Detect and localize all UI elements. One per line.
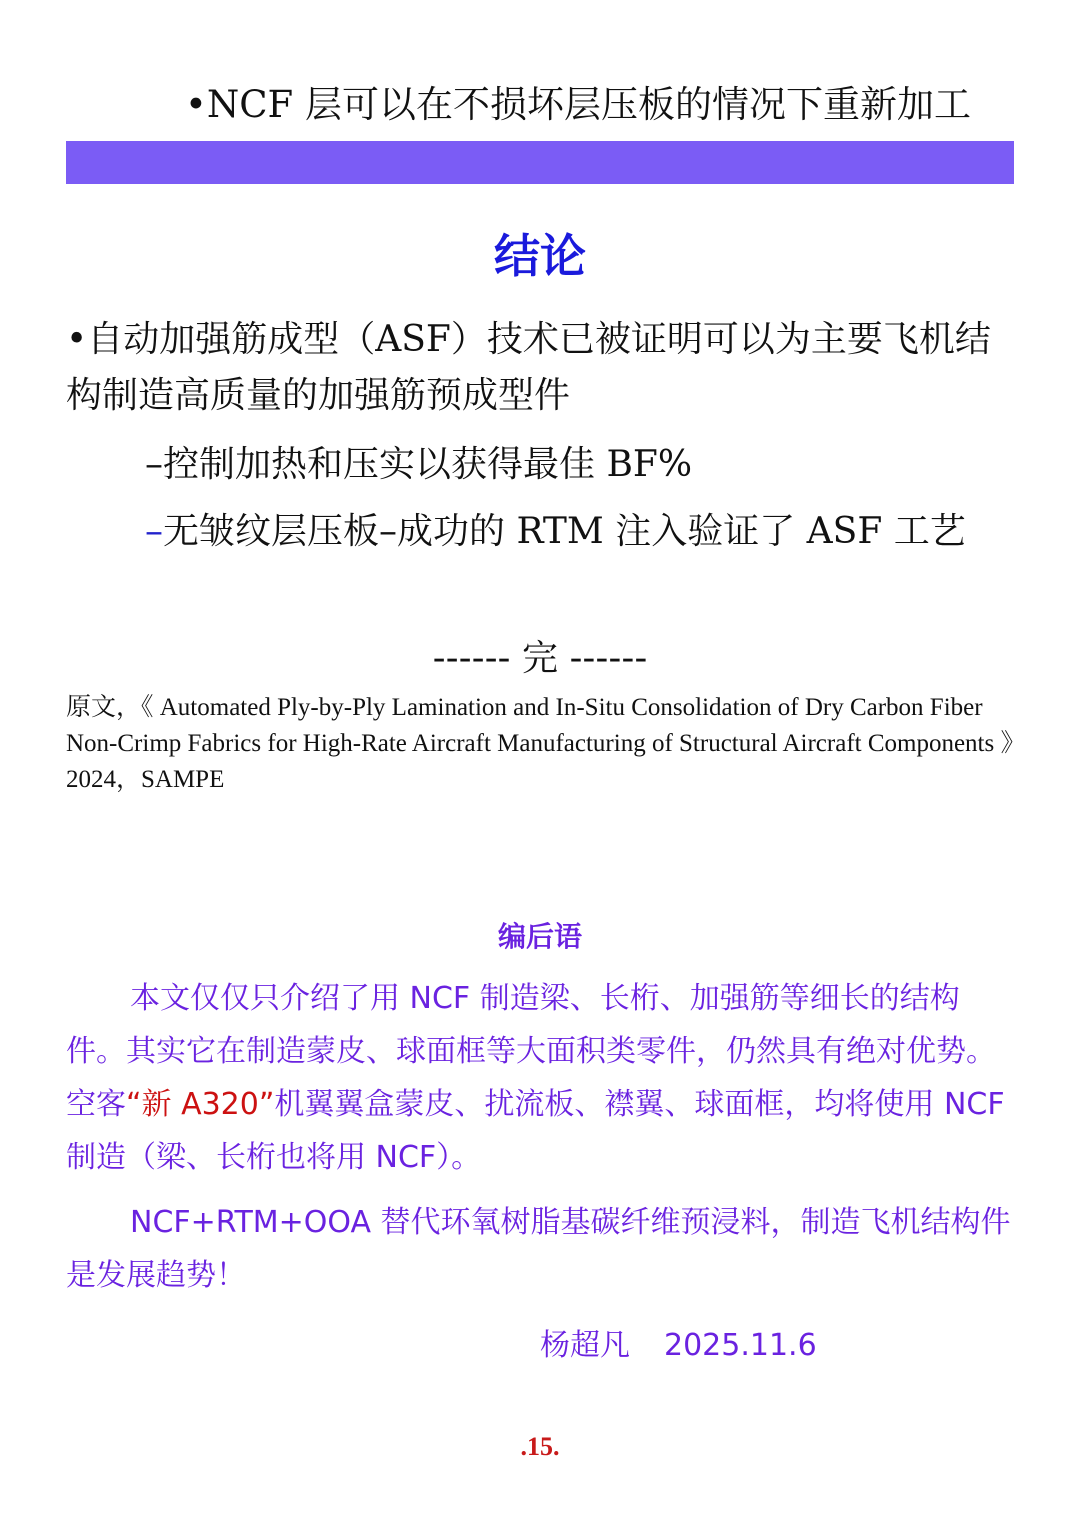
section-divider-band	[66, 141, 1014, 184]
section-heading: 结论	[494, 229, 586, 283]
editor-note-text-b: 机翼翼盒蒙皮、扰流板、襟翼、球面框，均将使用 NCF 制造（梁、长桁也将用 NCF）。	[66, 1087, 1005, 1175]
author-name: 杨超凡	[540, 1328, 630, 1363]
editor-note-text-a: 本文仅仅只介绍了用 NCF 制造梁、长桁、加强筋等细长的结构件。其实它在制造蒙皮、球面框等大面积类零件，仍然具有绝对优势。空客	[66, 981, 996, 1122]
signature	[540, 1320, 817, 1364]
page-number: .15.	[520, 1432, 560, 1461]
conclusion-sub-item-2	[66, 504, 996, 560]
conclusion-sub-item-1: –控制加热和压实以获得最佳 BF%	[145, 444, 693, 485]
sub-item-dash: –	[145, 511, 163, 552]
highlight-model-name: “新 A320”	[126, 1087, 275, 1122]
editor-note-paragraph-2: NCF+RTM+OOA 替代环氧树脂基碳纤维预浸料，制造飞机结构件是发展趋势！	[66, 1205, 1011, 1293]
top-bullet-text: •NCF 层可以在不损坏层压板的情况下重新加工	[185, 83, 971, 126]
sub-item-2-text: 无皱纹层压板–成功的 RTM 注入验证了 ASF 工艺	[163, 511, 966, 552]
end-mark: ------ 完 ------	[432, 638, 648, 679]
conclusion-bullet: •自动加强筋成型（ASF）技术已被证明可以为主要飞机结构制造高质量的加强筋预成型件	[66, 319, 991, 416]
editor-note-paragraph-1	[66, 972, 1016, 1184]
source-citation: 原文，《 Automated Ply-by-Ply Lamination and In-Situ Consolidation of Dry Carbon Fiber Non-Crimp Fabrics for High-Rate Aircraft Manufacturing of Structural Aircraft Components 》2024，SAMPE	[66, 694, 1013, 793]
signature-date: 2025.11.6	[664, 1328, 817, 1363]
editor-note-title: 编后语	[497, 920, 582, 953]
